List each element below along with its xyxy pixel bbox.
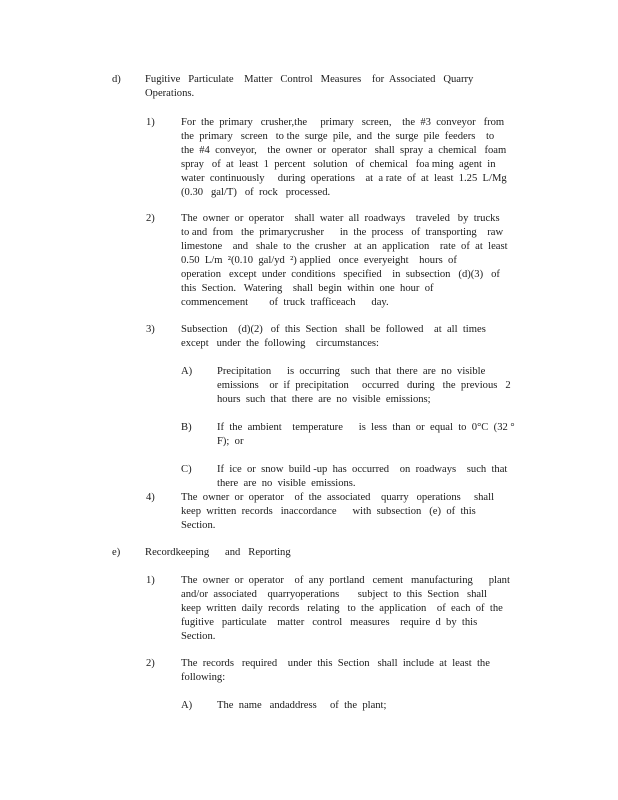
item-e1-label: 1) [146, 575, 155, 586]
subitem-d3b-text: If the ambient temperature is less than or equal to 0°C (32 ° F); or [217, 422, 515, 447]
section-d-heading: Fugitive Particulate Matter Control Measures for Associated Quarry Operations. [145, 74, 474, 99]
item-e1-text: The owner or operator of any portland cement manufacturing plant and/or associated quarryoperations subject to this Section shall keep written daily records relating to the application of each of the fugitive particulate matter control measures require d by this Section. [181, 575, 510, 642]
subitem-e2a-label: A) [181, 700, 193, 711]
item-d4-label: 4) [146, 492, 155, 503]
item-d2-label: 2) [146, 213, 155, 224]
item-e2-text: The records required under this Section shall include at least the following: [181, 658, 490, 683]
subitem-d3c-label: C) [181, 464, 192, 475]
section-e-title: Recordkeeping and Reporting [145, 547, 291, 558]
item-d2-text: The owner or operator shall water all roadways traveled by trucks to and from the primarycrusher in the process of transporting raw limestone and shale to the crusher at an application rate of at least 0.50 L/m ²(0.10 gal/yd ²) applied once everyeight hours of operation except under conditions specified in subsection (d)(3) of this Section. Watering shall begin within one hour of commencement of truck trafficeach day. [181, 213, 508, 308]
subitem-d3c-text: If ice or snow build -up has occurred on roadways such that there are no visible emissions. [217, 464, 508, 489]
subitem-d3a-text: Precipitation is occurring such that there are no visible emissions or if precipitation occurred during the previous 2 hours such that there are no visible emissions; [217, 366, 511, 405]
item-e2-label: 2) [146, 658, 155, 669]
section-d-label: d) [112, 74, 121, 85]
item-d4-text: The owner or operator of the associated quarry operations shall keep written records inaccordance with subsection (e) of this Section. [181, 492, 495, 531]
subitem-d3a-label: A) [181, 366, 193, 377]
subitem-e2a-text: The name andaddress of the plant; [217, 700, 387, 711]
section-e-label: e) [112, 547, 121, 558]
item-d3-text: Subsection (d)(2) of this Section shall be followed at all times except under the following circumstances: [181, 324, 486, 349]
item-d1-label: 1) [146, 117, 155, 128]
item-d1-text: For the primary crusher,the primary screen, the #3 conveyor from the primary screen to the surge pile, and the surge pile feeders to the #4 conveyor, the owner or operator shall spray a chemical foam spray of at least 1 percent solution of chemical foa ming agent in water continuously during operations at a rate of at least 1.25 L/Mg (0.30 gal/T) of rock processed. [181, 117, 507, 198]
subitem-d3b-label: B) [181, 422, 192, 433]
item-d3-label: 3) [146, 324, 155, 335]
